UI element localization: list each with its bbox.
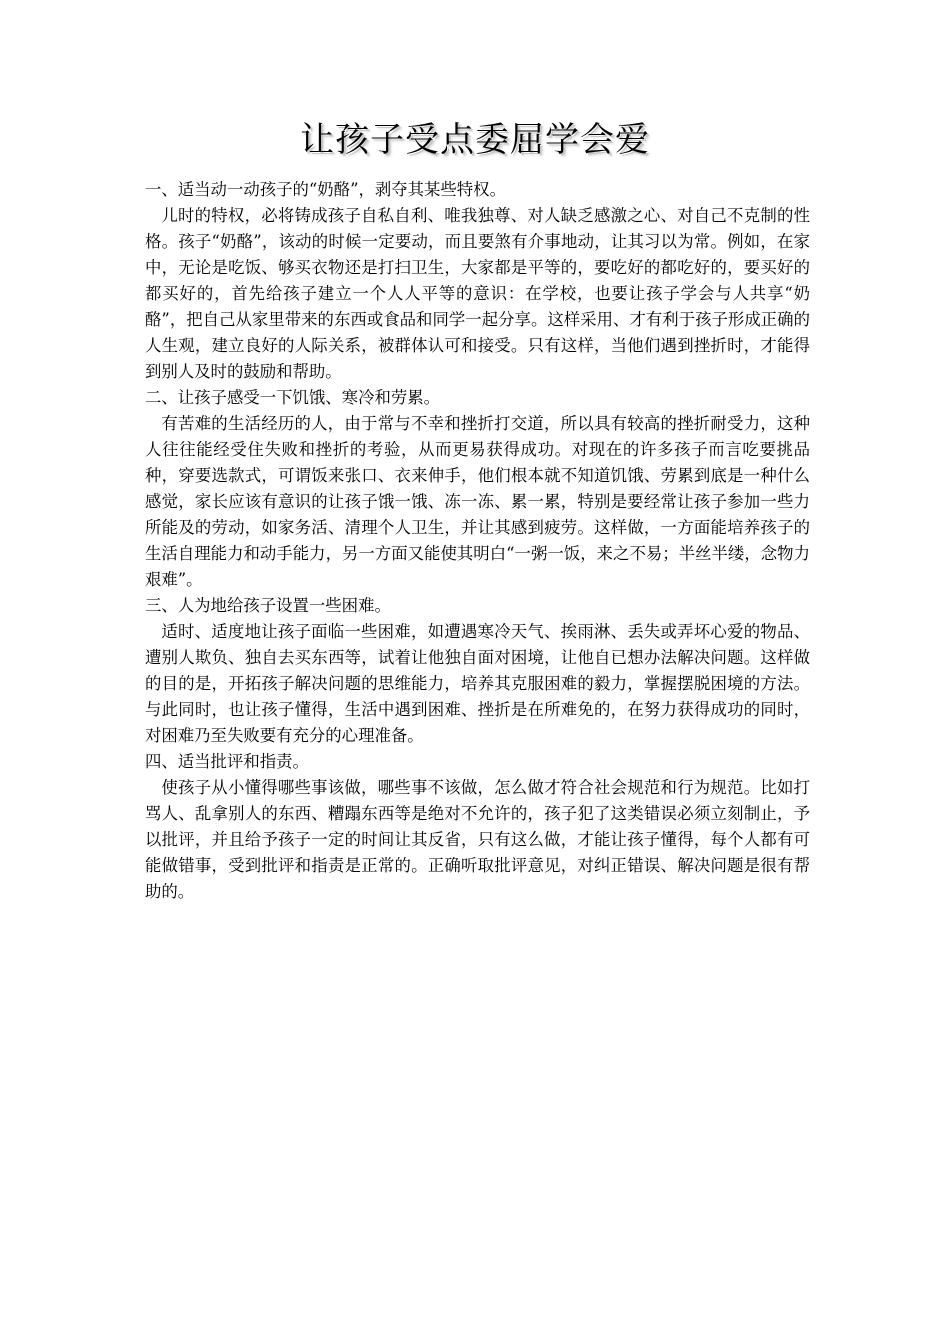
section-paragraph-1: 儿时的特权，必将铸成孩子自私自利、唯我独尊、对人缺乏感激之心、对自己不克制的性格。孩子“奶酪”，该动的时候一定要动，而且要煞有介事地动，让其习以为常。例如，在家中，无论是吃饭、够买衣物还是打扫卫生，大家都是平等的，要吃好的都吃好的，要买好的都买好的，首先给孩子建立一个人人平等的意识：在学校，也要让孩子学会与人共享“奶酪”，把自己从家里带来的东西或食品和同学一起分享。这样采用、才有利于孩子形成正确的人生观，建立良好的人际关系，被群体认可和接受。只有这样，当他们遇到挫折时，才能得到别人及时的鼓励和帮助。: [145, 206, 810, 381]
section-heading-3: 三、人为地给孩子设置一些困难。: [145, 596, 391, 615]
section-heading-4: 四、适当批评和指责。: [145, 752, 309, 771]
section-paragraph-2: 有苦难的生活经历的人，由于常与不幸和挫折打交道，所以具有较高的挫折耐受力，这种人往往能经受住失败和挫折的考验，从而更易获得成功。对现在的许多孩子而言吃要挑品种，穿要选款式，可谓饭来张口、衣来伸手，他们根本就不知道饥饿、劳累到底是一种什么感觉，家长应该有意识的让孩子饿一饿、冻一冻、累一累，特别是要经常让孩子参加一些力所能及的劳动，如家务活、清理个人卫生，并让其感到疲劳。这样做，一方面能培养孩子的生活自理能力和动手能力，另一方面又能使其明白“一粥一饭，来之不易；半丝半缕，念物力艰难”。: [145, 414, 810, 589]
document-title: 让孩子受点委屈学会爱: [300, 120, 650, 160]
document-body: [145, 177, 810, 905]
section-heading-1: 一、适当动一动孩子的“奶酪”，剥夺其某些特权。: [145, 180, 506, 199]
section-paragraph-4: 使孩子从小懂得哪些事该做，哪些事不该做，怎么做才符合社会规范和行为规范。比如打骂人、乱拿别人的东西、糟蹋东西等是绝对不允许的，孩子犯了这类错误必须立刻制止，予以批评，并且给予孩子一定的时间让其反省，只有这么做，才能让孩子懂得，每个人都有可能做错事，受到批评和指责是正常的。正确听取批评意见，对纠正错误、解决问题是很有帮助的。: [145, 778, 810, 901]
section-paragraph-3: 适时、适度地让孩子面临一些困难，如遭遇寒冷天气、挨雨淋、丢失或弄坏心爱的物品、遭别人欺负、独自去买东西等，试着让他独自面对困境，让他自已想办法解决问题。这样做的目的是，开拓孩子解决问题的思维能力，培养其克服困难的毅力，掌握摆脱困境的方法。与此同时，也让孩子懂得，生活中遇到困难、挫折是在所难免的，在努力获得成功的同时，对困难乃至失败要有充分的心理准备。: [145, 622, 810, 745]
section-heading-2: 二、让孩子感受一下饥饿、寒冷和劳累。: [145, 388, 441, 407]
